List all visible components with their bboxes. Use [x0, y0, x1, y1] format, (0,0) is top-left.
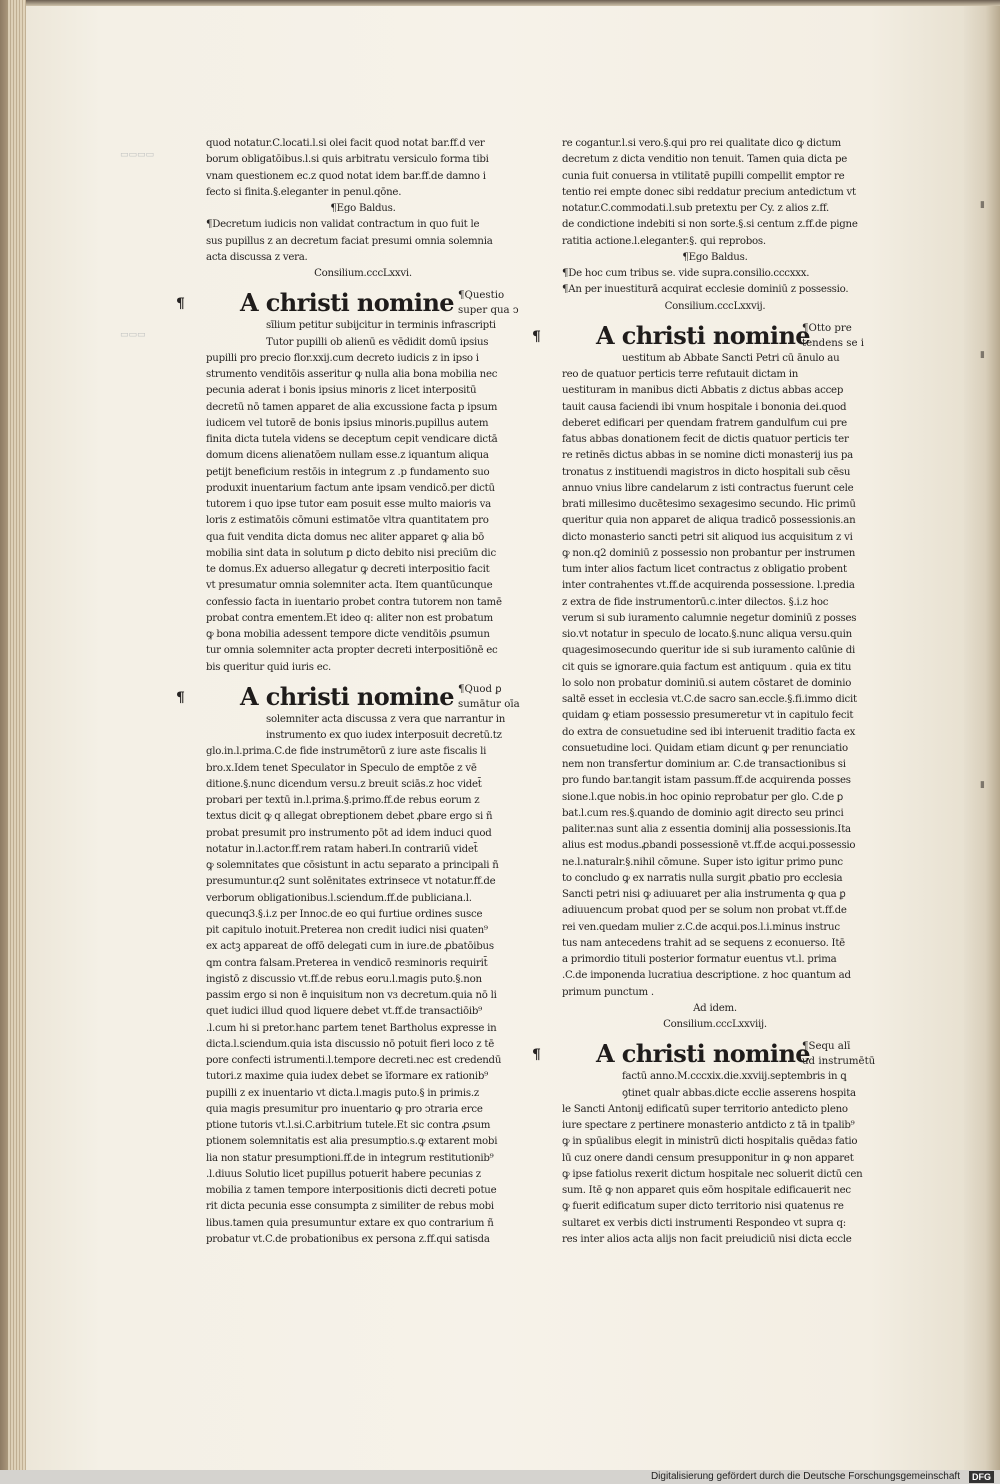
- text-line: fatus abbas donationem fecit de dictis quatuor perticis ter: [562, 434, 849, 445]
- text-line: qua fuit vendita dicta domus nec aliter apparet ꝙ alia bō: [206, 531, 485, 543]
- text-line: ꝙ in spūalibus elegit in ministrū dicti hospitalis quēdaɜ fatio: [562, 1136, 858, 1148]
- text-line: borum obligatōibus.l.si quis arbitratu versiculo forma tibi: [206, 154, 489, 166]
- text-line: quet iudici illud quod liquere debet vt.ff.de transactiōib⁹: [206, 1006, 483, 1018]
- text-line: ne.l.naturalr.§.nihil cōmune. Super isto igitur primo punc: [562, 856, 843, 868]
- text-line: ꝙ fuerit edificatum super dicto territorio nisi quatenus re: [562, 1201, 844, 1213]
- invocation-text: A christi nomine: [596, 1039, 810, 1069]
- text-line: confessio facta in iuentario probet contra tutorem non tamē: [206, 596, 502, 608]
- text-line: ex actꝫ appareat de offō delegati cum in iure.de ꝓbatōibus: [206, 941, 494, 953]
- text-line: passim ergo si non ē inquisitum non vɜ decretum.quia nō li: [206, 990, 497, 1001]
- text-line: glo.in.l.prima.C.de fide instrumētorū z iure aste fiscalis li: [206, 746, 487, 758]
- invocation-text: A christi nomine: [240, 681, 454, 711]
- ad-idem-heading: Ad idem.: [693, 1002, 737, 1014]
- text-line: pro fundo bar.tangit istam passum.ff.de acquirenda posses: [562, 775, 851, 787]
- invocation-heading: [176, 288, 520, 318]
- invocation-heading: [176, 681, 520, 712]
- text-line: paliter.naɜ sunt alia z essentia dominij alia possessionis.Ita: [562, 824, 851, 835]
- text-line: pit capitulo inotuit.Preterea non credit iudici nisi quaten⁹: [206, 925, 488, 936]
- side-line: ud instrumētū: [802, 1056, 876, 1068]
- paragraph-mark: ¶: [532, 328, 541, 345]
- text-line: produxit inuentarium factum ante ipsam vendicō.per dictū: [206, 482, 495, 494]
- text-line: de condictione indebiti si non sorte.§.si centum z.ff.de pigne: [562, 219, 858, 231]
- text-line: z extra de fide instrumentorū.c.inter dilectos. §.i.z hoc: [562, 596, 829, 608]
- signature-line: ¶Ego Baldus.: [682, 251, 748, 263]
- text-line: factū anno.M.cccxix.die.xxviij.septembris in ꝗ: [622, 1071, 847, 1083]
- text-line: decretū nō tamen apparet de alia excussione facta p ipsum: [206, 401, 498, 413]
- text-line: textus dicit ꝙ q allegat obreptionem debet ꝓbare ergo si ñ: [206, 811, 493, 823]
- text-line: sus pupillus z an decretum faciat presumi omnia solemnia: [206, 235, 493, 247]
- text-line: dicto monasterio sancti petri sit aliquod ius acquisitum z vi: [562, 531, 853, 543]
- text-line: ꝯtinet qualr abbas.dicte ecclie asserens hospita: [622, 1087, 856, 1099]
- text-line: ingistō z discussio vt.ff.de rebus eoru.l.magis puto.§.non: [206, 973, 482, 985]
- text-line: rit dicta pecunia esse consumpta z similiter de rebus mobi: [206, 1201, 494, 1213]
- text-line: bis queritur quid iuris ec.: [206, 661, 331, 673]
- text-line: tur omnia solemniter acta propter decreti interpositiōnē ec: [206, 645, 498, 657]
- text-line: bat.l.cum res.§.quando de dominio agit directo seu princi: [562, 807, 844, 819]
- text-line: solemniter acta discussa z vera que narrantur in: [266, 713, 506, 725]
- text-line: vnam questionem ec.z quod notat idem bar.ff.de damno i: [206, 170, 486, 182]
- text-line: decretum z dicta venditio non tenuit. Tamen quia dicta pe: [562, 154, 848, 166]
- facing-margin-mark: ▮: [980, 780, 985, 790]
- text-line: pupilli z ex inuentario vt dicta.l.magis puto.§ in primis.z: [206, 1087, 479, 1099]
- consilium-heading: Consilium.cccLxxvi.: [314, 268, 412, 279]
- text-line: pore confecti istrumenti.l.tempore decreti.nec est credendū: [206, 1055, 502, 1066]
- text-column-right: [532, 136, 876, 1248]
- text-line: ꝙ bona mobilia adessent tempore dicte venditōis ꝓsumun: [206, 629, 490, 640]
- text-line: pecunia aderat i bonis ipsius minoris z licet interpositū: [206, 385, 477, 397]
- paragraph-mark: ¶: [176, 689, 185, 706]
- text-line: rei ven.quedam mulier z.C.de acqui.pos.l.i.minus instruc: [562, 921, 840, 933]
- text-line: consuetudine loci. Quidam etiam dicunt ꝙ per renunciatio: [562, 742, 848, 754]
- text-line: alius est modus.ꝓbandi possessionē vt.ff.de acqui.possessio: [562, 840, 856, 852]
- invocation-heading: [532, 1039, 876, 1069]
- text-line: ratitia actione.l.eleganter.§. qui reprobos.: [562, 235, 766, 247]
- text-block-d: [206, 712, 520, 1248]
- top-shadow: [26, 0, 1000, 6]
- text-line: uestituram in manibus dicti Abbatis z dictus abbas accep: [562, 385, 844, 397]
- invocation-side-text: [802, 1039, 875, 1069]
- text-block-a: [562, 136, 868, 250]
- text-line: probatur vt.C.de probationibus ex persona z.ff.qui satisda: [206, 1233, 490, 1245]
- consilium-heading: Consilium.cccLxxvij.: [664, 300, 766, 312]
- dfg-logo: DFG: [969, 1471, 994, 1483]
- text-line: tum inter alios factum licet contractus z obligatio probent: [562, 564, 847, 575]
- side-line: sumātur oīa: [458, 698, 520, 710]
- signature-line: ¶Ego Baldus.: [330, 203, 396, 214]
- text-line: quecunq3.§.i.z per Innoc.de eo qui furtiue ordines susce: [206, 908, 483, 920]
- text-block-c: [562, 351, 868, 1001]
- text-line: probat presumit pro instrumento pōt ad idem induci quod: [206, 827, 492, 839]
- text-block-b: [206, 217, 520, 266]
- text-line: to concludo ꝙ ex narratis nulla surgit ꝓbatio pro ecclesia: [562, 872, 843, 884]
- text-line: probari per textū in.l.prima.§.primo.ff.de rebus eorum z: [206, 795, 480, 806]
- text-line: notatur.C.commodati.l.sub pretextu per Cy. z alios z.ff.: [562, 203, 830, 214]
- side-line: ¶Sequ alī: [802, 1041, 851, 1053]
- text-line: ditione.§.nunc dicendum versu.z breuit sciās.z hoc videt̄: [206, 778, 482, 790]
- show-through-mark: ▭▭▭▭: [120, 150, 155, 160]
- text-line: .l.cum hi si pretor.hanc partem tenet Bartholus expresse in: [206, 1022, 497, 1034]
- side-line: super qua ↄ: [458, 305, 519, 317]
- text-line: dicta.l.sciendum.quia ista discussio nō potuit fieri loco z tē: [206, 1038, 495, 1050]
- side-line: ¶Quod ꝑ: [458, 683, 502, 695]
- text-line: quidam ꝙ etiam possessio presumeretur vt in capitulo fecit: [562, 710, 854, 722]
- text-line: ꝗm contra falsam.Preterea in vendicō reɜminoris requirit̄: [206, 957, 488, 969]
- text-line: primum punctum .: [562, 986, 654, 998]
- text-line: .l.diuus Solutio licet pupillus potuerit habere pecunias z: [206, 1168, 481, 1180]
- invocation-text: A christi nomine: [596, 320, 810, 350]
- text-line: tutorem i quo ipse tutor eam posuit esse multo maioris va: [206, 499, 491, 510]
- text-line: cunia fuit conuersa in vtilitatē pupilli compellit emptor re: [562, 170, 845, 182]
- text-line: quod notatur.C.locati.l.si olei facit quod notat bar.ff.d ver: [206, 138, 485, 149]
- text-line: adiuuencum probat quod per se solum non probat vt.ff.de: [562, 905, 847, 917]
- text-block-c: [206, 318, 520, 676]
- text-block-a: [206, 136, 520, 201]
- text-line: acta discussa z vera.: [206, 251, 308, 263]
- invocation-side-text: [458, 682, 520, 712]
- text-line: probat contra ementem.Et ideo q: aliter non est probatum: [206, 612, 493, 624]
- consilium-heading: Consilium.cccLxxviij.: [663, 1019, 767, 1030]
- text-column-left: [176, 136, 520, 1248]
- text-line: uestitum ab Abbate Sancti Petri cū ānulo au: [622, 352, 840, 364]
- text-line: presumuntur.q2 sunt solēnitates extrinsece vt notatur.ff.de: [206, 876, 496, 888]
- text-line: brati millesimo ducētesimo sexagesimo secundo. Hic primū: [562, 499, 856, 510]
- text-line: sīlium petitur subijcitur in terminis infrascripti: [266, 320, 496, 332]
- text-line: do extra de consuetudine sed ibi interuenit traditio facta ex: [562, 726, 856, 738]
- text-line: saltē esset in ecclesia vt.C.de sacro san.eccle.§.fi.immo dicit: [562, 694, 857, 705]
- text-line: res inter alios acta alijs non facit preiudiciū nisi dicta eccle: [562, 1233, 852, 1245]
- show-through-mark: ▭▭▭: [120, 330, 146, 340]
- text-line: iure spectare z pertinere monasterio antdicto z tā in tpalib⁹: [562, 1120, 855, 1131]
- text-line: le Sancti Antonij edificatū super territorio antedicto pleno: [562, 1103, 848, 1115]
- text-line: cit quis se ignorare.quia factum est antiquum . quia ex titu: [562, 661, 852, 673]
- text-block-d: [562, 1069, 868, 1248]
- text-line: nem non transfertur dominium ar. C.de transactionibus si: [562, 759, 846, 770]
- text-line: verborum obligationibus.l.sciendum.ff.de publiciana.l.: [206, 892, 472, 904]
- text-line: ¶Decretum iudicis non validat contractum in quo fuit le: [206, 219, 480, 231]
- text-line: finita dicta tutela videns se deceptum cepit vendicare dictā: [206, 434, 498, 445]
- facing-margin-mark: ▮: [980, 350, 985, 360]
- side-line: ¶Questio: [458, 290, 505, 302]
- text-line: queritur quia non apparet de aliqua tradicō possessionis.an: [562, 515, 856, 527]
- text-line: domum dicens alienatōem nullam esse.z iquantum aliqua: [206, 450, 489, 462]
- text-line: tronatus z instituendi magistros in dicto hospitali sub cēsu: [562, 466, 851, 478]
- text-line: petijt beneficium restōis in integrum z .p fundamento suo: [206, 466, 490, 478]
- text-block-b: [562, 266, 868, 299]
- text-line: tauit causa faciendi ibi vnum hospitale i bononia dei.quod: [562, 401, 847, 413]
- text-line: inter contrahentes vt.ff.de acquirenda possessione. l.predia: [562, 580, 855, 592]
- footer-credit: Digitalisierung gefördert durch die Deutsche Forschungsgemeinschaft: [650, 1471, 960, 1482]
- text-line: lia non statur presumptioni.ff.de in integrum restitutionib⁹: [206, 1152, 494, 1164]
- text-line: ¶De hoc cum tribus se. vide supra.consilio.cccxxx.: [562, 268, 810, 279]
- text-line: annuo vnius libre candelarum z isti contractus fuerunt cele: [562, 482, 854, 494]
- text-line: pupilli pro precio flor.xxij.cum decreto iudicis z in ipso i: [206, 352, 479, 364]
- text-line: deberet edificari per quendam fratrem gandulfum cui pre: [562, 417, 847, 429]
- text-line: quia magis presumitur pro inuentario ꝙ pro ↄtraria erce: [206, 1103, 483, 1115]
- invocation-text: A christi nomine: [240, 288, 454, 318]
- text-line: quagesimosecundo queritur ide si sub iuramento calūnie di: [562, 645, 855, 657]
- text-line: reo de quatuor perticis terre refutauit dictam in: [562, 369, 799, 380]
- text-line: sum. Itē ꝙ non apparet quis eōm hospitale edificauerit nec: [562, 1185, 851, 1196]
- text-line: tutori.z maxime quia iudex debet se īformare ex rationib⁹: [206, 1071, 488, 1083]
- text-line: te domus.Ex aduerso allegatur ꝙ decreti interpositio facit: [206, 564, 490, 575]
- text-line: ꝙ ipse fatiolus rexerit dictum hospitale nec soluerit dictū cen: [562, 1168, 863, 1180]
- text-line: .C.de imponenda lucratiua descriptione. z hoc quantum ad: [562, 970, 851, 982]
- text-line: sione.l.que nobis.in hoc opinio reprobatur per glo. C.de ꝑ: [562, 791, 844, 803]
- text-line: re retinēs dictus abbas in se nomine dicti monasterij ius pa: [562, 450, 853, 462]
- invocation-side-text: [458, 288, 519, 318]
- paragraph-mark: ¶: [176, 296, 185, 313]
- text-line: Sancti petri nisi ꝙ adiuuaret per alia instrumenta ꝙ qua ꝑ: [562, 889, 846, 900]
- text-line: strumento venditōis asseritur ꝙ nulla alia bona mobilia nec: [206, 369, 498, 380]
- text-line: ꝙ solemnitates que cōsistunt in actu separato a principali ñ: [206, 860, 499, 871]
- text-line: mobilia z tamen tempore interpositionis dicti decreti potue: [206, 1185, 497, 1196]
- text-line: loris z estimatōis cōmuni estimatōe vltra quantitatem pro: [206, 515, 489, 527]
- text-line: Tutor pupilli ob alienū es vēdidit domū ipsius: [266, 336, 489, 348]
- text-line: instrumento ex quo iudex interposuit decretū.tz: [266, 730, 502, 741]
- text-line: lo solo non probatur dominiū.si autem cōstaret de dominio: [562, 677, 852, 689]
- side-line: ¶Otto pre: [802, 322, 852, 334]
- text-line: ¶An per inuestiturā acquirat ecclesie dominiū z possessio.: [562, 284, 849, 296]
- text-line: tus nam antecedens trahit ad se sequens z econuerso. Itē: [562, 937, 845, 949]
- text-line: verum si sub iuramento calumnie negetur dominiū z posses: [562, 612, 857, 624]
- invocation-side-text: [802, 321, 864, 351]
- text-line: re cogantur.l.si vero.§.qui pro rei qualitate dico ꝙ dictum: [562, 138, 841, 149]
- text-line: ptionem solemnitatis est alia presumptio.s.ꝙ extarent mobi: [206, 1136, 498, 1148]
- paragraph-mark: ¶: [532, 1047, 541, 1064]
- text-line: mobilia sint data in solutum ꝑ dicto debito nisi preciūm dic: [206, 547, 496, 559]
- text-line: sultaret ex verbis dicti instrumenti Respondeo vt supra q:: [562, 1217, 846, 1229]
- facing-page-edge: [964, 0, 1000, 1470]
- text-line: fecto si finita.§.eleganter in penul.qōne.: [206, 186, 402, 198]
- invocation-heading: [532, 320, 868, 351]
- text-line: notatur in.l.actor.ff.rem ratam haberi.In contrariū videt̄: [206, 843, 478, 855]
- side-line: tendens se i: [802, 337, 865, 349]
- text-line: iudicem vel tutorē de bonis ipsius minoris.pupillus autem: [206, 417, 489, 429]
- text-line: bro.x.Idem tenet Speculator in Speculo de emptōe z vē: [206, 762, 477, 774]
- text-line: vt presumatur omnia solemniter acta. Item quantūcunque: [206, 580, 493, 592]
- text-line: a primordio tituli posterior formatur euentus vt.l. prima: [562, 954, 837, 965]
- text-line: ꝙ non.q2 dominiū z possessio non probantur per instrumen: [562, 547, 856, 559]
- text-line: tentio rei empte donec sibi reddatur precium antedictum vt: [562, 186, 856, 198]
- text-line: ptione tutoris vt.l.si.C.arbitrium tutele.Et sic contra ꝓsum: [206, 1120, 491, 1131]
- text-line: lū cuz onere dandi censum presupponitur in ꝙ non apparet: [562, 1152, 854, 1164]
- text-line: libus.tamen quia presumuntur extare ex quo contrarium ñ: [206, 1217, 494, 1229]
- text-line: sio.vt notatur in speculo de locato.§.nunc aliqua versu.quin: [562, 629, 852, 640]
- facing-margin-mark: ▮: [980, 200, 985, 210]
